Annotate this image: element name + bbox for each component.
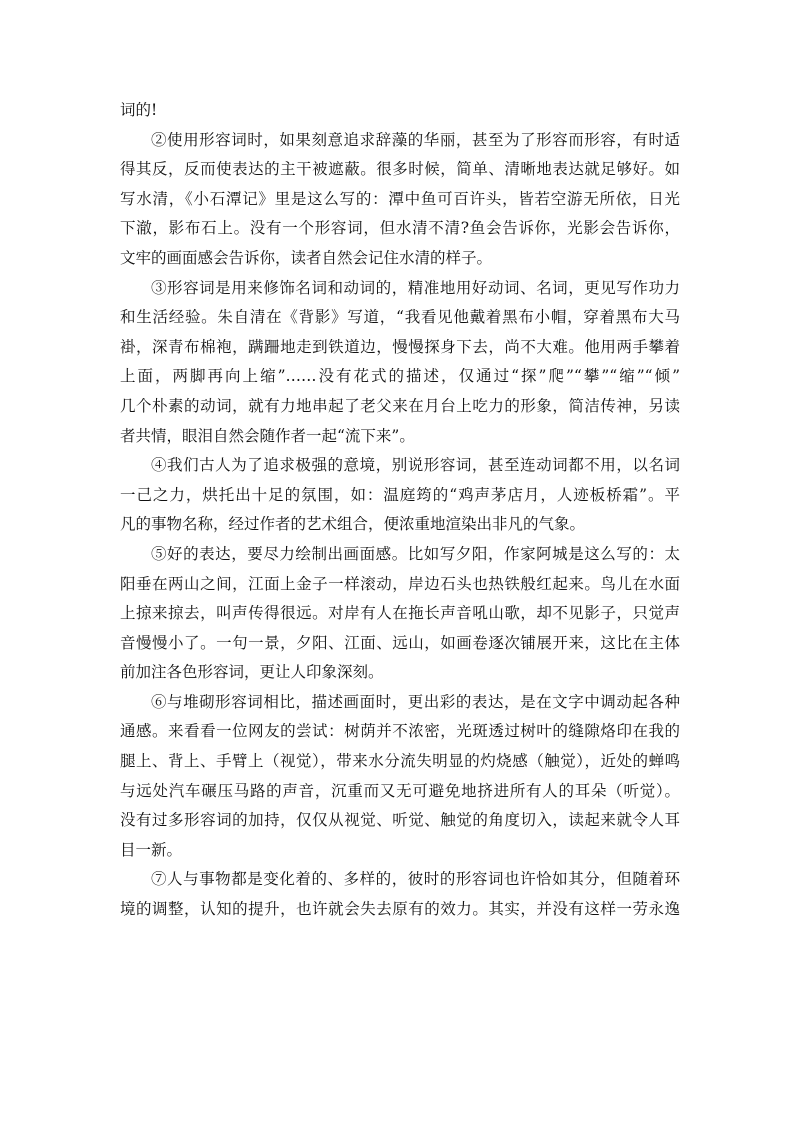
text-line: ⑤好的表达，要尽力绘制出画面感。比如写夕阳，作家阿城是这么写的：太: [151, 544, 680, 563]
article-body: [120, 96, 680, 925]
text-line: 上掠来掠去，叫声传得很远。对岸有人在拖长声音吼山歌，却不见影子，只觉声: [120, 604, 680, 623]
text-line: 褂，深青布棉袍，蹒跚地走到铁道边，慢慢探身下去，尚不大难。他用两手攀着: [120, 337, 680, 356]
text-line: 没有过多形容词的加持，仅仅从视觉、听觉、触觉的角度切入，读起来就令人耳: [120, 811, 680, 830]
paragraph-3: [120, 274, 680, 452]
text-line: 一己之力，烘托出十足的氛围，如：温庭筠的“鸡声茅店月，人迹板桥霜”。平: [120, 485, 680, 504]
paragraph-4: [120, 451, 680, 540]
text-line: 音慢慢小了。一句一景，夕阳、江面、远山，如画卷逐次铺展开来，这比在主体: [120, 633, 680, 652]
text-line: 前加注各色形容词，更让人印象深刻。: [120, 663, 384, 682]
text-line: 者共情，眼泪自然会随作者一起“流下来”。: [120, 426, 415, 445]
paragraph-5: [120, 540, 680, 688]
text-line: 与远处汽车碾压马路的声音，沉重而又无可避免地挤进所有人的耳朵（听觉）。: [120, 781, 680, 800]
text-line: 目一新。: [120, 840, 183, 859]
text-line: 词的!: [120, 101, 158, 119]
text-line: 阳垂在两山之间，江面上金子一样滚动，岸边石头也热铁般红起来。鸟儿在水面: [120, 574, 680, 593]
text-line: ③形容词是用来修饰名词和动词的，精准地用好动词、名词，更见写作功力: [151, 278, 680, 297]
text-line: 几个朴素的动词，就有力地串起了老父来在月台上吃力的形象，简洁传神，另读: [120, 396, 680, 415]
paragraph-2: [120, 126, 680, 274]
paragraph-7: [120, 865, 680, 924]
paragraph-continuation: [120, 96, 680, 126]
text-line: 和生活经验。朱自清在《背影》写道，“我看见他戴着黑布小帽，穿着黑布大马: [120, 308, 680, 327]
text-line: ⑥与堆砌形容词相比，描述画面时，更出彩的表达，是在文字中调动起各种: [151, 692, 680, 711]
text-line: 通感。来看看一位网友的尝试：树荫并不浓密，光斑透过树叶的缝隙烙印在我的: [120, 722, 680, 741]
text-line: 凡的事物名称，经过作者的艺术组合，便浓重地渲染出非凡的气象。: [120, 515, 586, 534]
text-line: ⑦人与事物都是变化着的、多样的，彼时的形容词也许恰如其分，但随着环: [151, 870, 680, 889]
paragraph-6: [120, 688, 680, 866]
text-line: 文牢的画面感会告诉你，读者自然会记住水清的样子。: [120, 248, 493, 267]
text-line: 境的调整，认知的提升，也许就会失去原有的效力。其实，并没有这样一劳永逸: [120, 900, 680, 919]
text-line: ②使用形容词时，如果刻意追求辞藻的华丽，甚至为了形容而形容，有时适: [151, 130, 680, 149]
text-line: 得其反，反而使表达的主干被遮蔽。很多时候，简单、清晰地表达就足够好。如: [120, 160, 680, 179]
text-line: 上面，两脚再向上缩”……没有花式的描述，仅通过“探”爬”“攀”“缩”“倾”: [120, 367, 680, 386]
text-line: 腿上、背上、手臂上（视觉），带来水分流失明显的灼烧感（触觉），近处的蝉鸣: [120, 752, 680, 771]
text-line: 写水清，《小石潭记》里是这么写的：潭中鱼可百许头，皆若空游无所依，日光: [120, 189, 680, 208]
text-line: ④我们古人为了追求极强的意境，别说形容词，甚至连动词都不用，以名词: [151, 456, 680, 475]
text-line: 下澈，影布石上。没有一个形容词，但水清不清?鱼会告诉你，光影会告诉你，: [120, 219, 680, 238]
